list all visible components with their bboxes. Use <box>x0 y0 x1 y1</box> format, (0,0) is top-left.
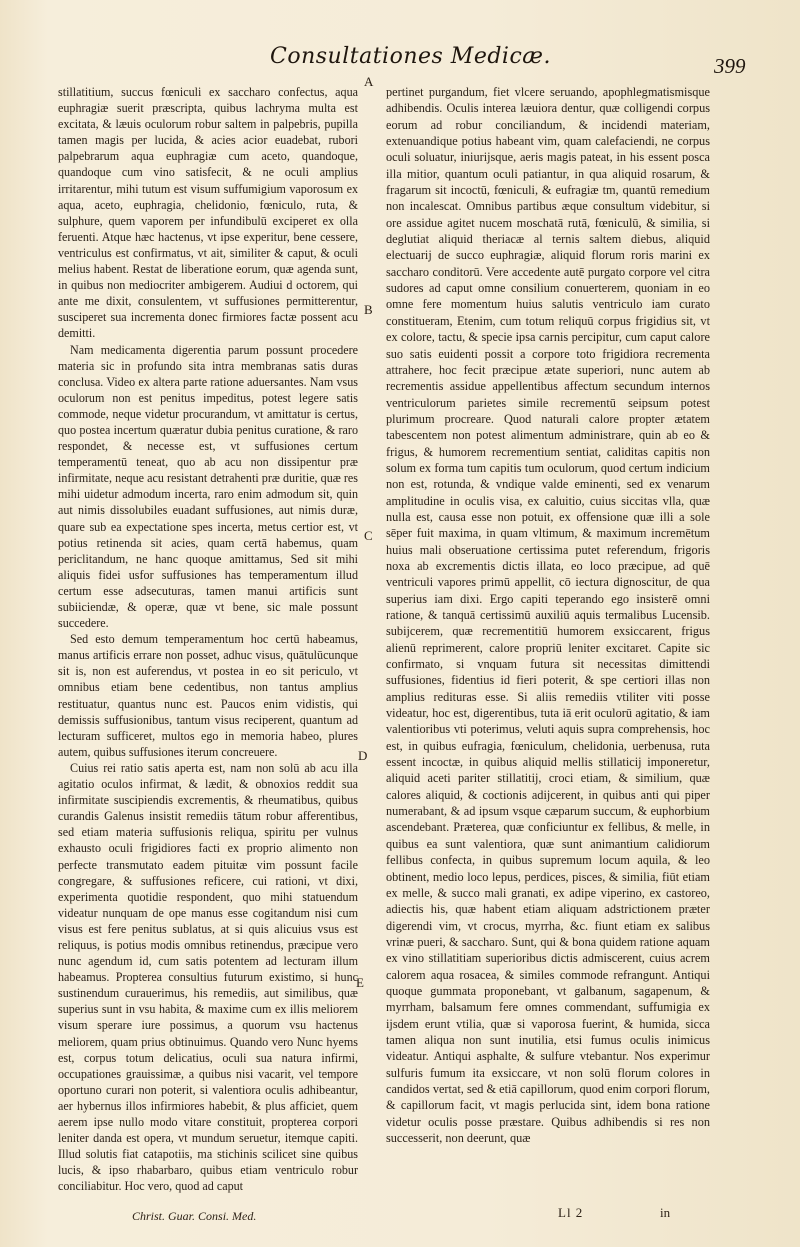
running-title: Consultationes Medicæ. <box>270 44 551 69</box>
signature-mark: Ll 2 <box>558 1205 584 1220</box>
margin-marker-a: A <box>364 74 374 89</box>
margin-marker-c: C <box>364 528 373 543</box>
margin-marker-e: E <box>356 975 364 990</box>
page-header <box>0 38 800 78</box>
left-paragraph-2: Nam medicamenta digerentia parum possunt procedere materia sic in profundo sita intra membranas satis duras conclusa. Video ex altera parte ratione aduersantes. Nam vsus oculorum non est penitus impeditus, potest legere satis commode, neque videtur procurandum, vt amittatur is certus, quo postea incertum quæratur dubia penitus curatione, & raro respondet, & necesse est, vt suffusiones certum temperamentū teneat, quo ab acu non dissipentur præ infirmitate, neque acu resistant detrahenti præ duritie, quæ res mihi uidetur admodum incerta, raro enim admodum sit, quin aut nimis dissolubiles euadant suffusiones, aut nimis duræ, quare sub ea expectatione spes incerta, metus certior est, vt potius retinenda sit acies, quam certā habemus, quam periclitandum, ne hanc quoque amittamus, Sed sit mihi aliquis fidei usfor suffusiones has temperamentum illud certum esse adsecuturas, tamen manui artificis sunt subiiciendæ, & operæ, quæ vt bene, sic male possunt succedere. <box>58 342 358 631</box>
left-paragraph-3: Sed esto demum temperamentum hoc certū habeamus, manus artificis errare non posset, adhuc visus, quātulūcunque sit is, non est auferendus, vt postea in eo sit periculo, vt omnibus etiam bene cedentibus, non tantus amplius restituatur, quantus nunc est. Paucos enim vidistis, qui demissis suffusionibus, tantum visus reciperent, quantum ad lecturam sufficeret, multos ego in memoria habeo, plures autem, quibus suffusiones iterum concreuere. <box>58 632 358 759</box>
page-number: 399 <box>714 54 746 78</box>
right-paragraph-1: pertinet purgandum, fiet vlcere seruando, apophlegmatismisque adhibendis. Oculis interea læuiora dentur, quæ colligendi corpus eorum ad robur conciliandum, & incidendi materiam, extenuandique potius habeant vim, quam calefaciendi, ne corpus oculi soluatur, iniurijsque, aeris magis pateat, in his essent posca illa mitior, quantum oculi patiantur, in qua aliquid rosarum, & fragarum sit incoctū, fœniculi, & eufragiæ tm, quantū remedium non incalescat. Omnibus partibus æque consultum videbitur, si ore assidue agitet nucem moschatā rutā, fœniculū, & similia, si deglutiat aliquid theriacæ al ternis saltem diebus, aliquid electuarij de succo euphragiæ, aliquid florum roris marini ex saccharo conditorū. Vere accedente autē purgato corpore vel citra sudores ad caput omne consilium conuerterem, quoniam in eo omne fere momentum huius salutis ventriculo iam curato constitueram, Etenim, cum totum reliquū corpus frigidius sit, vt ex colore, tactu, & specie ipsa carnis percipitur, cum caput calore suo satis euidenti possit a corpore toto frigidiora recrementa attrahere, hoc fecit præcipue ætate superiori, nunc autem ab recrementis assidue appellentibus affectum secundum internos ventriculorum parietes simile recrementū seipsum potest plurimum procreare. Quod naturali calore propter ætatem tabescentem non potest alimentum administrare, quin ab eo & frigus, & humorem recrementium sentiat, caliditas capitis non solum ex forma tum capitis tum oculorum, quod certum indicium non est, rotunda, & vndique valde eminenti, sed ex venarum amplitudine in oculis visa, ex caluitio, cuius siccitas vlla, quæ nulla est, causa esse non potuit, ex offensione quæ illi a sole sēper fuit maxima, in quam vltimum, & maximum incremētum huius mali obseruatione certissima putet referendum, frigoris noxa ab excrementis dictis illata, eo loco præcipue, ad quē ventriculi vapores primū appellit, cō iectura dignoscitur, de qua superius iam dixi. Ergo capiti teperando ego insisterē omni ratione, & tanquā certissimū auxiliū aquis termalibus Lucensib. subijcerem, quæ recrementitiū humorem exsiccarent, frigus alienū reprimerent, calore propriū leniter excitaret. Capite sic confirmato, si vnquam futura sit necessitas dimittendi suffusiones, fidentius id fieri poterit, & spe certiori illas non amplius redituras esse. Si aliis remediis vtiliter viti posse videatur, hoc est, digerentibus, tuta iā erit oculorū agitatio, & iam valentioribus vti poterimus, veluti aquis supra comprehensis, hoc est, in quibus eufragia, fœniculum, chelidonia, uerbenusa, ruta essent incoctæ, in quibus aliquid mellis stillaticij imponeretur, aliquid aceti pariter stillatitij, croci etiam, & similium, quæ calores aliquid, & coctionis adijcerent, in quibus anti qui piper numerabant, & ad ipsum vsque cæparum succum, & euphorbium ascendebant. Præterea, quæ conficiuntur ex fellibus, & melle, in quibus ea sunt valentiora, quæ sunt animantium calidiorum fellibus confecta, in quibus supremum locum aquila, & leo obtinent, medio loco lepus, perdices, pisces, & similia, fiūt etiam ex melle, & succo mali granati, ex adipe viperino, ex castoreo, adiectis his, quæ habent etiam aliquam adstrictionem præter digerendi vim, vt crocus, myrrha, &c. fiunt etiam ex salibus vrinæ pueri, & saccharo. Sunt, qui & bona quidem ratione aquam ex vino stillatitiam superioribus dictis admiscerent, cuius acrem calorem aqua rosacea, & similes commode refrangunt. Antiqui quoque gummata proponebant, vt galbanum, sagapenum, & myrrham, balsamum fere omnes commendant, suffumigia ex ijsdem erunt vtilia, quæ si vaporosa fuerint, & humida, sicca tamen aliqua non sunt inutilia, etsi fumus oculis inimicus videatur. Antiqui asphalte, & sulfure vtebantur. Nos experimur sulfuris fumum ita exsiccare, vt non solū florum colores in candidos vertat, sed & etiā capillorum, quod enim corpori florum, & capillorum facit, vt magis perlucida sint, idem bona ratione videtur oculis posse præstare. Quibus adhibendis si res non successerit, non deerunt, quæ <box>386 85 710 1145</box>
margin-marker-b: B <box>364 302 373 317</box>
left-paragraph-1: stillatitium, succus fœniculi ex saccharo confectus, aqua euphragiæ suerit præscripta, quibus lachryma multa est excitata, & læuis oculorum robur saltem in palpebris, pupilla tamen magis per lucida, & acies acior euadebat, rubori palpebrarum aqua euphragiæ cum aceto, quandoque, quandoque cum vino satisfecit, & ne oculi amplius irritarentur, mihi tutum est visum suffumigium vaporosum ex aqua, aceto, euphragia, chelidonio, fœniculo, ruta, & sulphure, quem vaporem per infundibulū exciperet ex olla feruenti. Atque hæc hactenus, vt ipse experitur, bene cessere, ventriculus est confirmatus, vt ait, similiter & caput, & oculi melius habent. Restat de liberatione eorum, quæ agenda sunt, in quibus non mediocriter ambigerem. Audiui d octorem, qui ante me dixit, consulentem, vt suffusiones permitterentur, susciperet sua incrementa donec firmiores factæ possent acu demitti. <box>58 85 358 341</box>
right-text-column <box>386 84 710 1146</box>
left-paragraph-4: Cuius rei ratio satis aperta est, nam non solū ab acu illa agitatio oculos infirmat, & lædit, & obnoxios reddit sua infirmitate suscipiendis excrementis, & rheumatibus, quibus curandis Galenus insistit remediis tātum robur afferentibus, sed etiam materia suffusionis reliqua, spiritu per vulnus exhausto oculi frigidiores facti ex proprio alimento non perfecte transmutato eadem pituitæ vim possunt facile congregare, & suffusiones reficere, cui rationi, vt dixi, experimenta quotidie respondent, quo mihi statuendum videatur nunquam de ope manus esse cogitandum nisi cum visus est fere penitus sublatus, at si quis alicuius vsus est reliquus, is potius modis omnibus retinendus, præcipue vero nunc agendum id, cum satis potentem ad lecturam illum habeamus. Propterea consultius futurum existimo, si hunc sustinendum curauerimus, his remediis, aut similibus, quæ superius sunt in vsu habita, & maxime cum ex illis meliorem visum sperare iure possimus, a quorum vsu hactenus meliorem, quam prius obtinuimus. Quando vero Nunc hyems est, corpus totum delicatius, oculi sua natura infirmi, occupationes grauissimæ, a quibus nisi vacarit, vel tempore oportuno curari non poterit, si valentiora oculis adhibeantur, aer hybernus illos infirmiores habebit, & plus afficiet, quem aerem ipse nullo modo vitare constituit, propterea corpori leniter danda est opera, vt mundum seruetur, itemque capiti. Illud solutis fiat catapotiis, ma stichinis scilicet sine quibus lucis, & ipso rhabarbaro, quibus etiam ventriculo robur conciliabitur. Hoc vero, quod ad caput <box>58 760 358 1194</box>
margin-marker-d: D <box>358 748 368 763</box>
left-text-column <box>58 84 358 1194</box>
catchword: in <box>660 1205 671 1220</box>
footer-source-note: Christ. Guar. Consi. Med. <box>132 1209 257 1223</box>
